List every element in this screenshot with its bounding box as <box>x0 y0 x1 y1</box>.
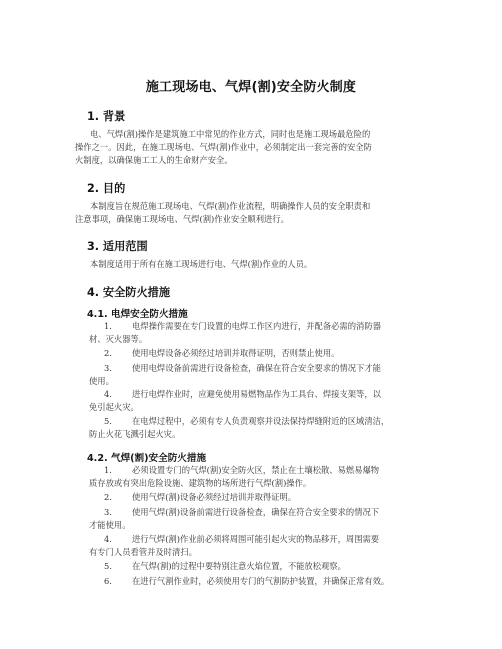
list-number: 2. <box>104 492 112 502</box>
list-item <box>89 362 434 388</box>
paragraph-line: 本制度旨在规范施工现场电、气焊(割)作业流程，明确操作人员的安全职责和 <box>90 201 371 211</box>
subsection-heading-gas-welding: 4.2. 气焊(割)安全防火措施 <box>87 453 207 464</box>
list-number: 1. <box>104 321 112 331</box>
list-number: 5. <box>104 561 112 571</box>
paragraph-line: 电、气焊(割)操作是建筑施工中常见的作业方式，同时也是施工现场最危险的 <box>90 129 371 139</box>
list-text: 使用电焊设备前需进行设备检查，确保在符合安全要求的情况下才能 <box>132 363 381 373</box>
list-item <box>89 533 434 559</box>
list-text: 使用气焊(割)设备必须经过培训并取得证明。 <box>132 492 297 502</box>
list-number: 4. <box>104 389 112 399</box>
list-text: 防止火花飞溅引起火灾。 <box>89 429 181 439</box>
list-number: 6. <box>104 576 112 586</box>
list-item <box>89 464 434 490</box>
paragraph-line: 火制度，以确保施工工人的生命财产安全。 <box>75 155 233 165</box>
list-text: 进行气焊(割)作业前必须将周围可能引起火灾的物品移开，周围需要 <box>132 534 380 544</box>
section-heading-background: 1. 背景 <box>87 110 126 123</box>
list-item <box>89 560 434 573</box>
list-number: 2. <box>104 348 112 358</box>
document-title: 施工现场电、气焊(割)安全防火制度 <box>145 80 357 95</box>
section-body-purpose <box>75 200 429 226</box>
list-text: 进行电焊作业时，应避免使用易燃物品作为工具台、焊接支架等，以 <box>132 389 381 399</box>
paragraph-line: 注意事项，确保施工现场电、气焊(割)作业安全顺利进行。 <box>75 214 289 224</box>
list-text: 在气焊(割)的过程中要特别注意火焰位置，不能放松观察。 <box>132 561 346 571</box>
list-item <box>89 320 434 346</box>
list-item <box>89 388 434 414</box>
list-number: 1. <box>104 465 112 475</box>
section-heading-scope: 3. 适用范围 <box>87 240 148 253</box>
section-heading-measures: 4. 安全防火措施 <box>87 286 171 299</box>
list-text: 使用气焊(割)设备前需进行设备检查，确保在符合安全要求的情况下 <box>132 507 380 517</box>
section-body-scope <box>89 258 429 271</box>
list-text: 在进行气割作业时，必须使用专门的气割防护装置，并确保正常有效。 <box>132 576 390 586</box>
paragraph-line: 本制度适用于所有在施工现场进行电、气焊(割)作业的人员。 <box>90 259 313 269</box>
list-text: 使用。 <box>89 376 114 386</box>
list-text: 材、灭火器等。 <box>89 334 148 344</box>
list-text: 在电焊过程中，必须有专人负责观察并设法保持焊缝附近的区域清洁， <box>132 416 390 426</box>
list-item <box>89 415 434 441</box>
list-text: 有专门人员看管并及时清扫。 <box>89 547 197 557</box>
section-heading-purpose: 2. 目的 <box>87 182 126 195</box>
list-text: 电焊操作需要在专门设置的电焊工作区内进行，并配备必需的消防器 <box>132 321 381 331</box>
list-text: 使用电焊设备必须经过培训并取得证明，否则禁止使用。 <box>132 348 340 358</box>
list-item <box>89 491 434 504</box>
section-body-background <box>75 128 429 167</box>
list-item <box>89 347 434 360</box>
list-text: 才能使用。 <box>89 520 131 530</box>
list-text: 免引起火灾。 <box>89 402 139 412</box>
list-number: 3. <box>104 507 112 517</box>
list-text: 质存放或有突出危险设施、建筑物的场所进行气焊(割)操作。 <box>89 478 312 488</box>
subsection-heading-electric-welding: 4.1. 电焊安全防火措施 <box>87 309 188 320</box>
list-item <box>89 575 434 588</box>
list-item <box>89 506 434 532</box>
list-text: 必须设置专门的气焊(割)安全防火区，禁止在土壤松散、易燃易爆物 <box>132 465 380 475</box>
list-number: 3. <box>104 363 112 373</box>
list-number: 4. <box>104 534 112 544</box>
paragraph-line: 操作之一。因此，在施工现场电、气焊(割)作业中，必须制定出一套完善的安全防 <box>75 142 372 152</box>
list-number: 5. <box>104 416 112 426</box>
